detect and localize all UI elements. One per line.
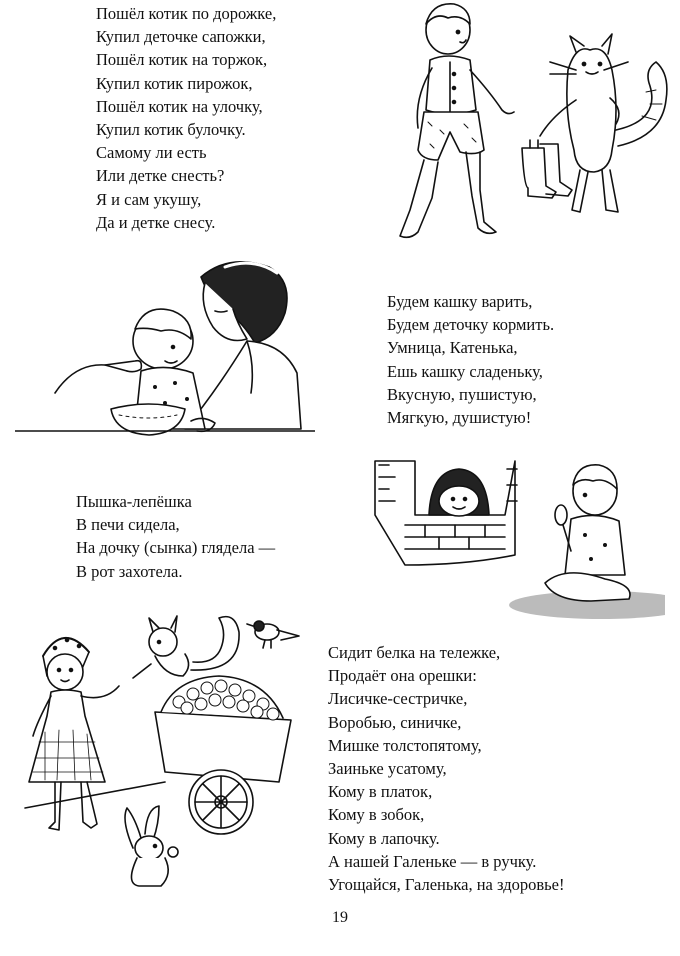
poem-line: В печи сидела,	[76, 515, 180, 535]
poem-line: Будем деточку кормить.	[387, 315, 555, 335]
poem-line: Умница, Катенька,	[387, 338, 518, 358]
poem-line: А нашей Галеньке — в ручку.	[328, 851, 537, 871]
poem-line: Вкусную, пушистую,	[387, 384, 537, 404]
poem-line: Купил котик пирожок,	[96, 73, 253, 93]
poem-kotik	[96, 2, 276, 234]
poem-line: Мишке толстопятому,	[328, 735, 482, 755]
poem-line: Пышка-лепёшка	[76, 492, 192, 511]
poem-line: Угощайся, Галенька, на здоровье!	[328, 875, 565, 895]
poem-line: Пошёл котик на торжок,	[96, 50, 268, 70]
poem-line: Продаёт она орешки:	[328, 666, 477, 686]
poem-line: Пошёл котик на улочку,	[96, 96, 263, 116]
page-number: 19	[332, 909, 348, 926]
poem-line: В рот захотела.	[76, 561, 183, 581]
poem-line: Ешь кашку сладеньку,	[387, 361, 543, 381]
poem-line: Сидит белка на тележке,	[328, 643, 501, 662]
poem-kashka	[387, 290, 554, 429]
poem-line: Купил деточке сапожки,	[96, 27, 266, 47]
poem-line: Лисичке-сестричке,	[328, 689, 468, 709]
poem-line: Кому в зобок,	[328, 805, 425, 825]
poem-line: Кому в лапочку.	[328, 828, 440, 848]
poem-line: Кому в платок,	[328, 782, 433, 802]
poem-line: Воробью, синичке,	[328, 712, 462, 732]
poem-pyshka	[76, 490, 275, 583]
poem-line: На дочку (сынка) глядела —	[76, 538, 276, 558]
poem-line: Или детке снесть?	[96, 166, 225, 186]
poem-line: Купил котик булочку.	[96, 120, 246, 140]
illustration-mother-feeding-child	[15, 253, 315, 443]
illustration-oven-and-boy	[365, 455, 665, 620]
illustration-squirrel-cart	[15, 612, 315, 892]
poem-line: Самому ли есть	[96, 143, 207, 163]
poem-line: Заиньке усатому,	[328, 759, 447, 779]
illustration-boy-and-cat	[380, 0, 680, 250]
poem-line: Будем кашку варить,	[387, 292, 533, 311]
poem-line: Мягкую, душистую!	[387, 408, 532, 428]
poem-line: Да и детке снесу.	[96, 212, 216, 232]
poem-line: Пошёл котик по дорожке,	[96, 4, 277, 23]
poem-line: Я и сам укушу,	[96, 189, 202, 209]
poem-belka	[328, 641, 565, 896]
